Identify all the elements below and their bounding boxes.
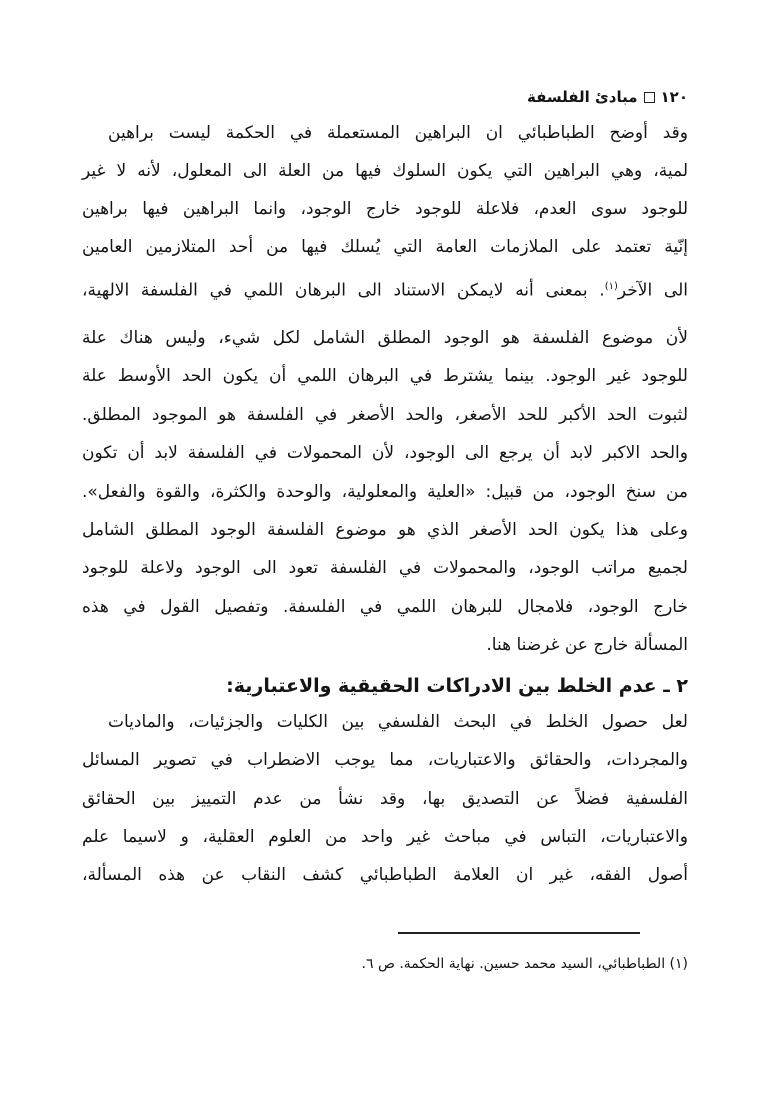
text-line: والمجردات، والحقائق والاعتباريات، مما يوجب الاضطراب في تصوير المسائل [82, 750, 688, 770]
running-header [527, 88, 688, 106]
book-title: مبادئ الفلسفة [526, 88, 638, 106]
text-line: الفلسفية فضلاً عن التصديق بها، وقد نشأ من عدم التمييز بين الحقائق [82, 789, 688, 809]
text-line: أصول الفقه، غير ان العلامة الطباطبائي كشف النقاب عن هذه المسألة، [82, 865, 688, 885]
text-line: إنّية تعتمد على الملازمات العامة التي يُسلك فيها من أحد المتلازمين العامين [82, 237, 688, 257]
footnote-divider [398, 932, 640, 934]
text-fragment: . بمعنى أنه لايمكن الاستناد الى البرهان اللمي في الفلسفة الالهية، [82, 280, 605, 301]
page-number: ١٢٠ [660, 88, 688, 106]
text-line: لعل حصول الخلط في البحث الفلسفي بين الكليات والجزئيات، والماديات [108, 712, 688, 732]
text-line: لجميع مراتب الوجود، والمحمولات في الفلسفة تعود الى الوجود ولاعلة للوجود [82, 558, 688, 578]
section-heading: ٢ ـ عدم الخلط بين الادراكات الحقيقية والاعتبارية: [226, 675, 688, 697]
text-fragment: الى الآخر [617, 280, 688, 301]
text-line: للوجود غير الوجود. بينما يشترط في البرهان اللمي أن يكون الحد الأوسط علة [82, 366, 688, 386]
footnote-reference[interactable]: (١) [604, 281, 618, 292]
text-line [82, 275, 688, 303]
text-line: للوجود سوى العدم، فلاعلة للوجود خارج الوجود، وانما البراهين فيها براهين [82, 199, 688, 219]
text-line: لمية، وهي البراهين التي يكون السلوك فيها من العلة الى المعلول، لأنه لا غير [82, 161, 688, 181]
text-line: من سنخ الوجود، من قبيل: «العلية والمعلولية، والوحدة والكثرة، والقوة والفعل». [82, 482, 688, 502]
text-line: والحد الاكبر لابد أن يرجع الى الوجود، لأن المحمولات في الفلسفة لابد أن تكون [82, 443, 688, 463]
footnote: (١) الطباطبائي، السيد محمد حسين. نهاية الحكمة. ص ٦. [361, 956, 688, 972]
separator-box-icon [644, 92, 655, 103]
text-line: والاعتباريات، التباس في مباحث غير واحد من العلوم العقلية، و لاسيما علم [82, 827, 688, 847]
text-line: لأن موضوع الفلسفة هو الوجود المطلق الشامل لكل شيء، وليس هناك علة [82, 328, 688, 348]
text-line: لثبوت الحد الأكبر للحد الأصغر، والحد الأصغر في الفلسفة هو الموجود المطلق. [82, 405, 688, 425]
text-line: خارج الوجود، فلامجال للبرهان اللمي في الفلسفة. وتفصيل القول في هذه [82, 597, 688, 617]
text-line: وعلى هذا يكون الحد الأصغر الذي هو موضوع الفلسفة الوجود المطلق الشامل [82, 520, 688, 540]
text-line: المسألة خارج عن غرضنا هنا. [486, 635, 688, 655]
text-line: وقد أوضح الطباطبائي ان البراهين المستعملة في الحكمة ليست براهين [108, 123, 688, 143]
